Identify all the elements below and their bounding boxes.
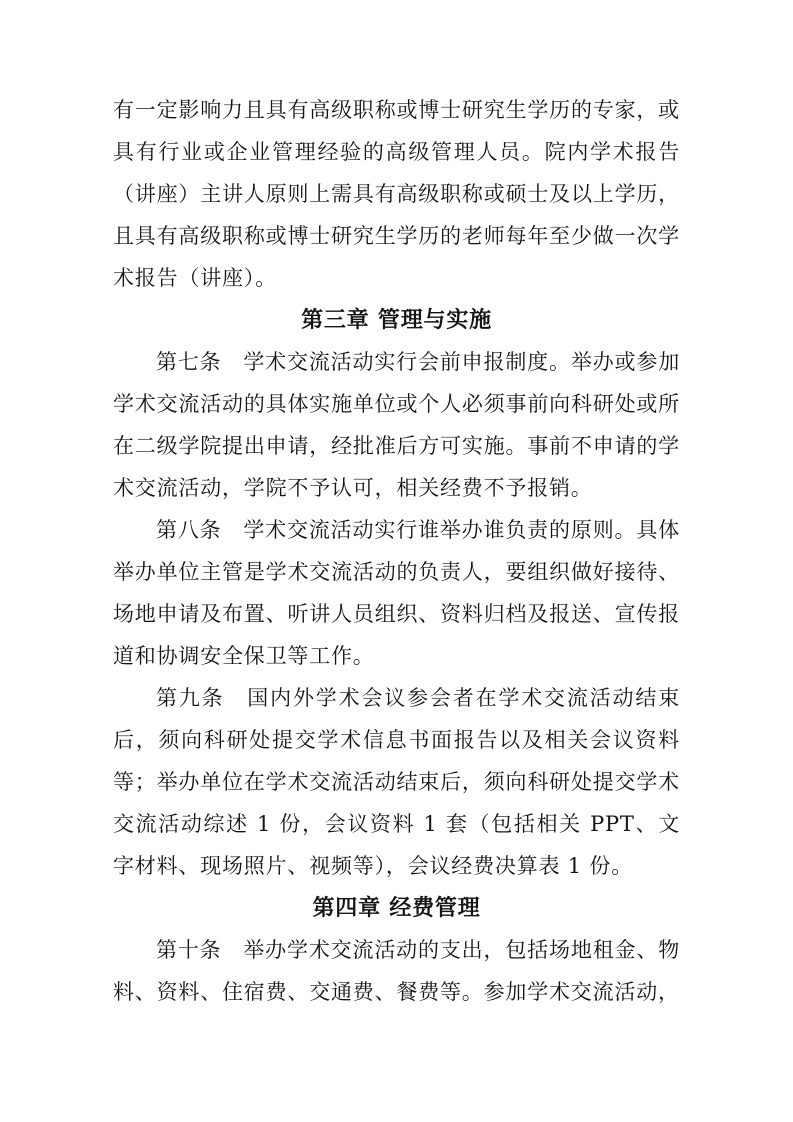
paragraph-article-9: 第九条 国内外学术会议参会者在学术交流活动结束后，须向科研处提交学术信息书面报告以及相关会议资料等；举办单位在学术交流活动结束后，须向科研处提交学术交流活动综述 1 份，会议资料 1 套（包括相关 PPT、文字材料、现场照片、视频等），会议经费决算表 1 份。 [113,686,680,878]
chapter-heading-4: 第四章 经费管理 [312,895,481,921]
chapter-heading-3: 第三章 管理与实施 [301,307,492,333]
paragraph-article-10: 第十条 举办学术交流活动的支出，包括场地租金、物料、资料、住宿费、交通费、餐费等。参加学术交流活动， [113,938,680,1004]
paragraph-article-8: 第八条 学术交流活动实行谁举办谁负责的原则。具体举办单位主管是学术交流活动的负责人，要组织做好接待、场地申请及布置、听讲人员组织、资料归档及报送、宣传报道和协调安全保卫等工作。 [113,518,680,668]
paragraph-continuation: 有一定影响力且具有高级职称或博士研究生学历的专家，或具有行业或企业管理经验的高级管理人员。院内学术报告（讲座）主讲人原则上需具有高级职称或硕士及以上学历，且具有高级职称或博士研究生学历的老师每年至少做一次学术报告（讲座）。 [113,98,680,290]
document-content [113,89,680,1013]
paragraph-article-7: 第七条 学术交流活动实行会前申报制度。举办或参加学术交流活动的具体实施单位或个人必须事前向科研处或所在二级学院提出申请，经批准后方可实施。事前不申请的学术交流活动，学院不予认可，相关经费不予报销。 [113,350,680,500]
